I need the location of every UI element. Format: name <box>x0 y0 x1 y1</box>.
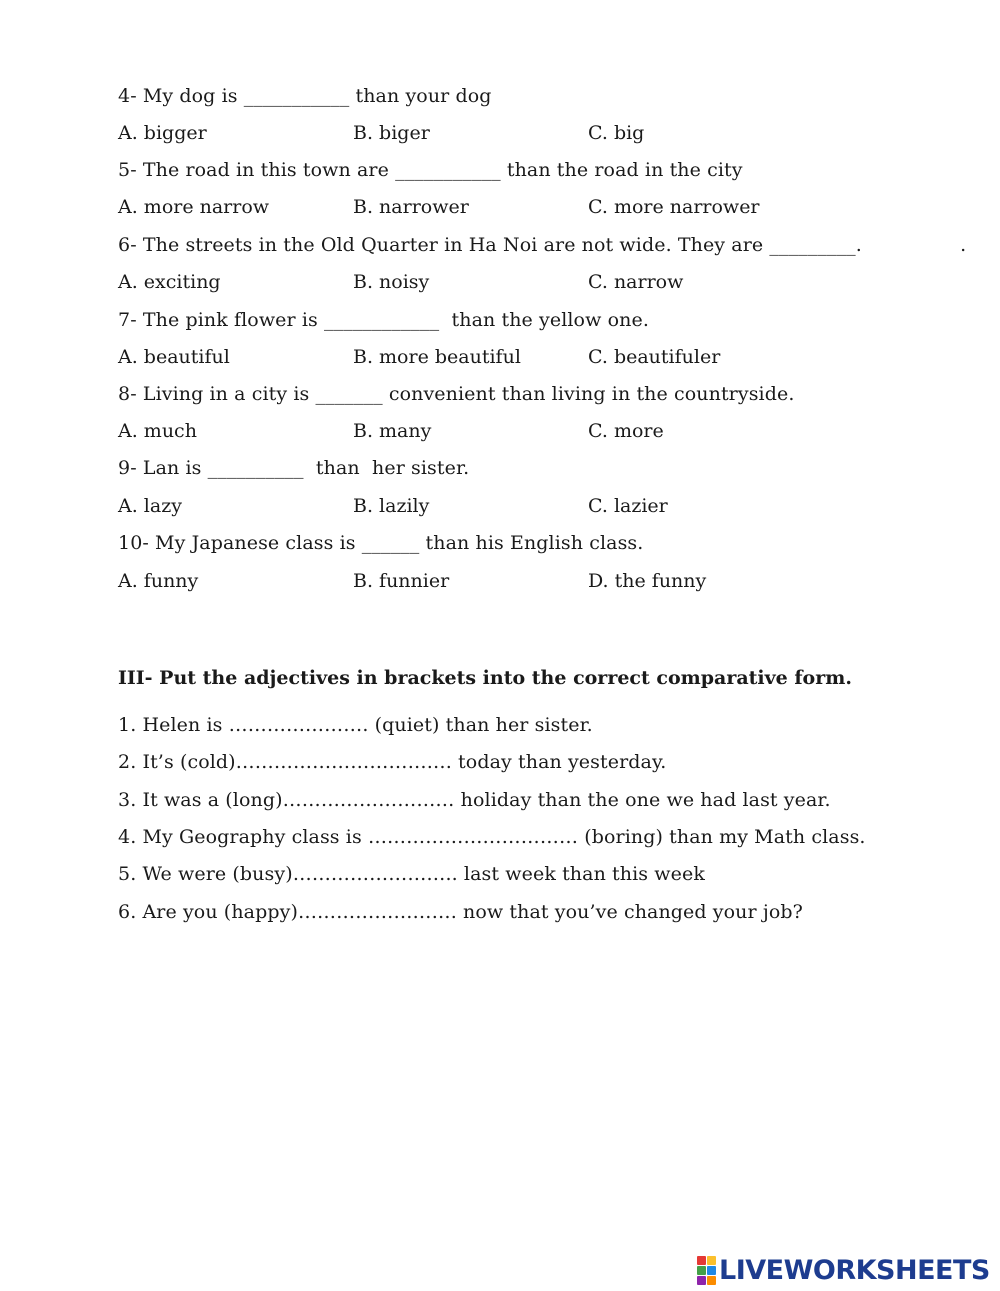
option-9c[interactable]: C. lazier <box>588 495 668 517</box>
option-7b[interactable]: B. more beautiful <box>353 346 521 368</box>
liveworksheets-logo-icon <box>697 1256 716 1285</box>
option-5b[interactable]: B. narrower <box>353 196 469 218</box>
option-4c[interactable]: C. big <box>588 122 645 144</box>
option-9a[interactable]: A. lazy <box>118 495 182 517</box>
logo-square-5 <box>697 1276 706 1285</box>
option-7c[interactable]: C. beautifuler <box>588 346 721 368</box>
option-4a[interactable]: A. bigger <box>118 122 207 144</box>
section-3-heading: III- Put the adjectives in brackets into the correct comparative form. <box>118 667 852 689</box>
logo-square-3 <box>697 1266 706 1275</box>
exercise-item-3[interactable]: 3. It was a (long)……………………… holiday than the one we had last year. <box>118 789 831 811</box>
option-9b[interactable]: B. lazily <box>353 495 430 517</box>
exercise-item-6[interactable]: 6. Are you (happy)……………………. now that you’ve changed your job? <box>118 901 803 923</box>
option-5c[interactable]: C. more narrower <box>588 196 760 218</box>
question-8: 8- Living in a city is _______ convenient than living in the countryside. <box>118 383 795 405</box>
question-4: 4- My dog is ___________ than your dog <box>118 85 492 107</box>
option-7a[interactable]: A. beautiful <box>118 346 230 368</box>
option-10b[interactable]: B. funnier <box>353 570 450 592</box>
option-8a[interactable]: A. much <box>118 420 197 442</box>
option-6a[interactable]: A. exciting <box>118 271 221 293</box>
option-8c[interactable]: C. more <box>588 420 664 442</box>
exercise-item-2[interactable]: 2. It’s (cold)……………………………. today than yesterday. <box>118 751 667 773</box>
question-6: 6- The streets in the Old Quarter in Ha Noi are not wide. They are _________. . <box>118 234 967 256</box>
logo-square-2 <box>707 1256 716 1265</box>
logo-square-6 <box>707 1276 716 1285</box>
logo-text: LIVEWORKSHEETS <box>719 1254 990 1286</box>
logo-square-1 <box>697 1256 706 1265</box>
logo-square-4 <box>707 1266 716 1275</box>
option-4b[interactable]: B. biger <box>353 122 430 144</box>
option-5a[interactable]: A. more narrow <box>118 196 270 218</box>
question-5: 5- The road in this town are ___________ than the road in the city <box>118 159 743 181</box>
liveworksheets-logo <box>697 1254 990 1286</box>
option-8b[interactable]: B. many <box>353 420 432 442</box>
option-6c[interactable]: C. narrow <box>588 271 684 293</box>
option-10a[interactable]: A. funny <box>118 570 199 592</box>
exercise-item-1[interactable]: 1. Helen is …………………. (quiet) than her sister. <box>118 714 593 736</box>
question-10: 10- My Japanese class is ______ than his English class. <box>118 532 644 554</box>
question-7: 7- The pink flower is ____________ than the yellow one. <box>118 309 649 331</box>
option-10c[interactable]: D. the funny <box>588 570 707 592</box>
exercise-item-5[interactable]: 5. We were (busy)…………………….. last week than this week <box>118 863 705 885</box>
question-9: 9- Lan is __________ than her sister. <box>118 457 470 479</box>
option-6b[interactable]: B. noisy <box>353 271 430 293</box>
exercise-item-4[interactable]: 4. My Geography class is …………………………… (boring) than my Math class. <box>118 826 866 848</box>
